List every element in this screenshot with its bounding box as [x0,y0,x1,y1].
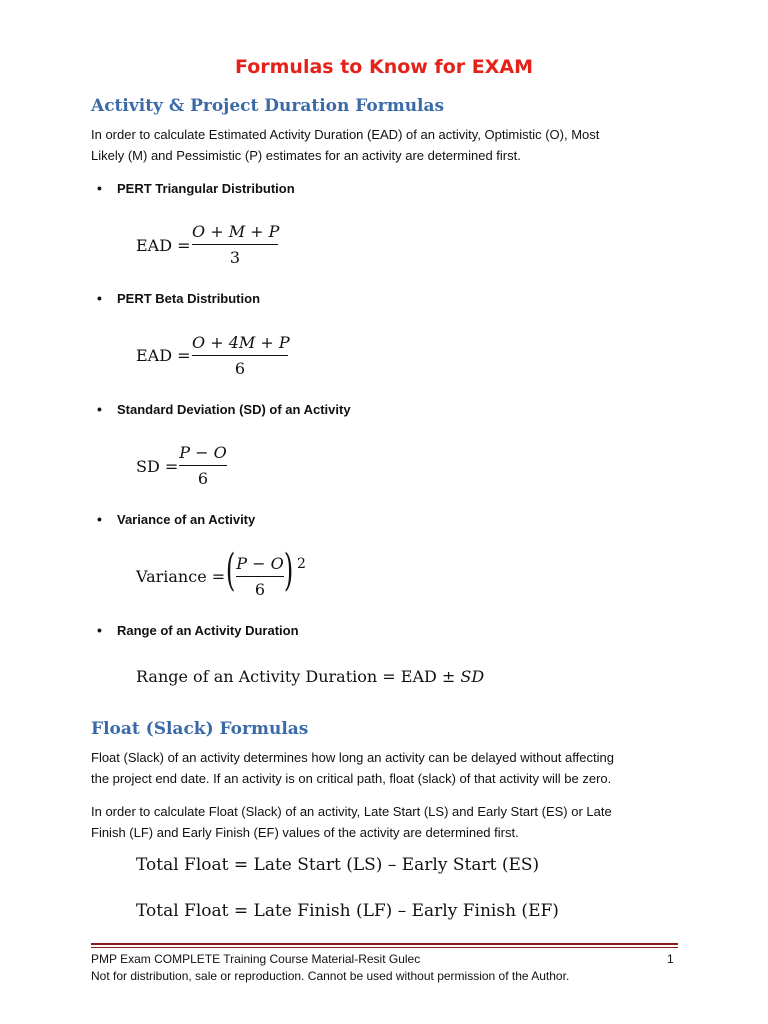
page-number: 1 [667,952,674,966]
footer-rule-thin [91,947,678,948]
footer-course-line: PMP Exam COMPLETE Training Course Material-Resit Gulec [91,952,421,966]
footer-copyright-line: Not for distribution, sale or reproduction. Cannot be used without permission of the Author. [91,969,570,983]
formula-total-float-finish: Total Float = Late Finish (LF) – Early Finish (EF) [136,901,559,921]
formula-variance-lhs: Variance = [136,567,226,586]
formula-variance-fraction [236,554,284,599]
bullet-pert-beta: • PERT Beta Distribution [117,291,260,306]
intro-line-1: In order to calculate Estimated Activity Duration (EAD) of an activity, Optimistic (O), Most [91,127,600,142]
formula-pert-triangular-lhs: EAD = [136,236,191,255]
intro-paragraph [91,124,691,166]
float-paragraph-1-line-2: the project end date. If an activity is on critical path, float (slack) of that activity will be zero. [91,771,612,786]
float-paragraph-1 [91,747,691,789]
section-heading-duration: Activity & Project Duration Formulas [91,96,445,116]
fraction-bar [192,355,288,356]
section-heading-float: Float (Slack) Formulas [91,719,309,739]
float-paragraph-2-line-1: In order to calculate Float (Slack) of an activity, Late Start (LS) and Early Start (ES) or Late [91,804,612,819]
variance-exponent: 2 [297,556,306,572]
right-paren: ) [283,545,294,596]
formula-range [136,667,484,686]
intro-line-2: Likely (M) and Pessimistic (P) estimates for an activity are determined first. [91,148,521,163]
formula-pert-beta-lhs: EAD = [136,346,191,365]
formula-pert-triangular-fraction [192,222,278,267]
formula-sd-lhs: SD = [136,457,179,476]
bullet-standard-deviation: • Standard Deviation (SD) of an Activity [117,402,351,417]
bullet-range: • Range of an Activity Duration [117,623,299,638]
fraction-bar [236,576,284,577]
page-title: Formulas to Know for EXAM [235,56,533,78]
formula-total-float-start: Total Float = Late Start (LS) – Early Start (ES) [136,855,540,875]
bullet-variance: • Variance of an Activity [117,512,255,527]
numerator: O + M + P [192,222,280,241]
fraction-bar [192,244,278,245]
formula-range-var: SD [460,667,485,686]
footer-rule-thick [91,943,678,945]
formula-range-text: Range of an Activity Duration = EAD ± [136,667,461,686]
numerator: P − O [236,554,284,573]
left-paren: ( [225,545,236,596]
numerator: O + 4M + P [192,333,290,352]
denominator: 3 [229,248,241,267]
formula-pert-beta-fraction [192,333,288,378]
float-paragraph-2 [91,801,691,843]
float-paragraph-2-line-2: Finish (LF) and Early Finish (EF) values of the activity are determined first. [91,825,519,840]
fraction-bar [179,465,227,466]
formula-sd-fraction [179,443,227,488]
numerator: P − O [179,443,227,462]
bullet-pert-triangular: • PERT Triangular Distribution [117,181,295,196]
float-paragraph-1-line-1: Float (Slack) of an activity determines how long an activity can be delayed without affecting [91,750,614,765]
denominator: 6 [197,469,209,488]
denominator: 6 [234,359,246,378]
denominator: 6 [254,580,266,599]
